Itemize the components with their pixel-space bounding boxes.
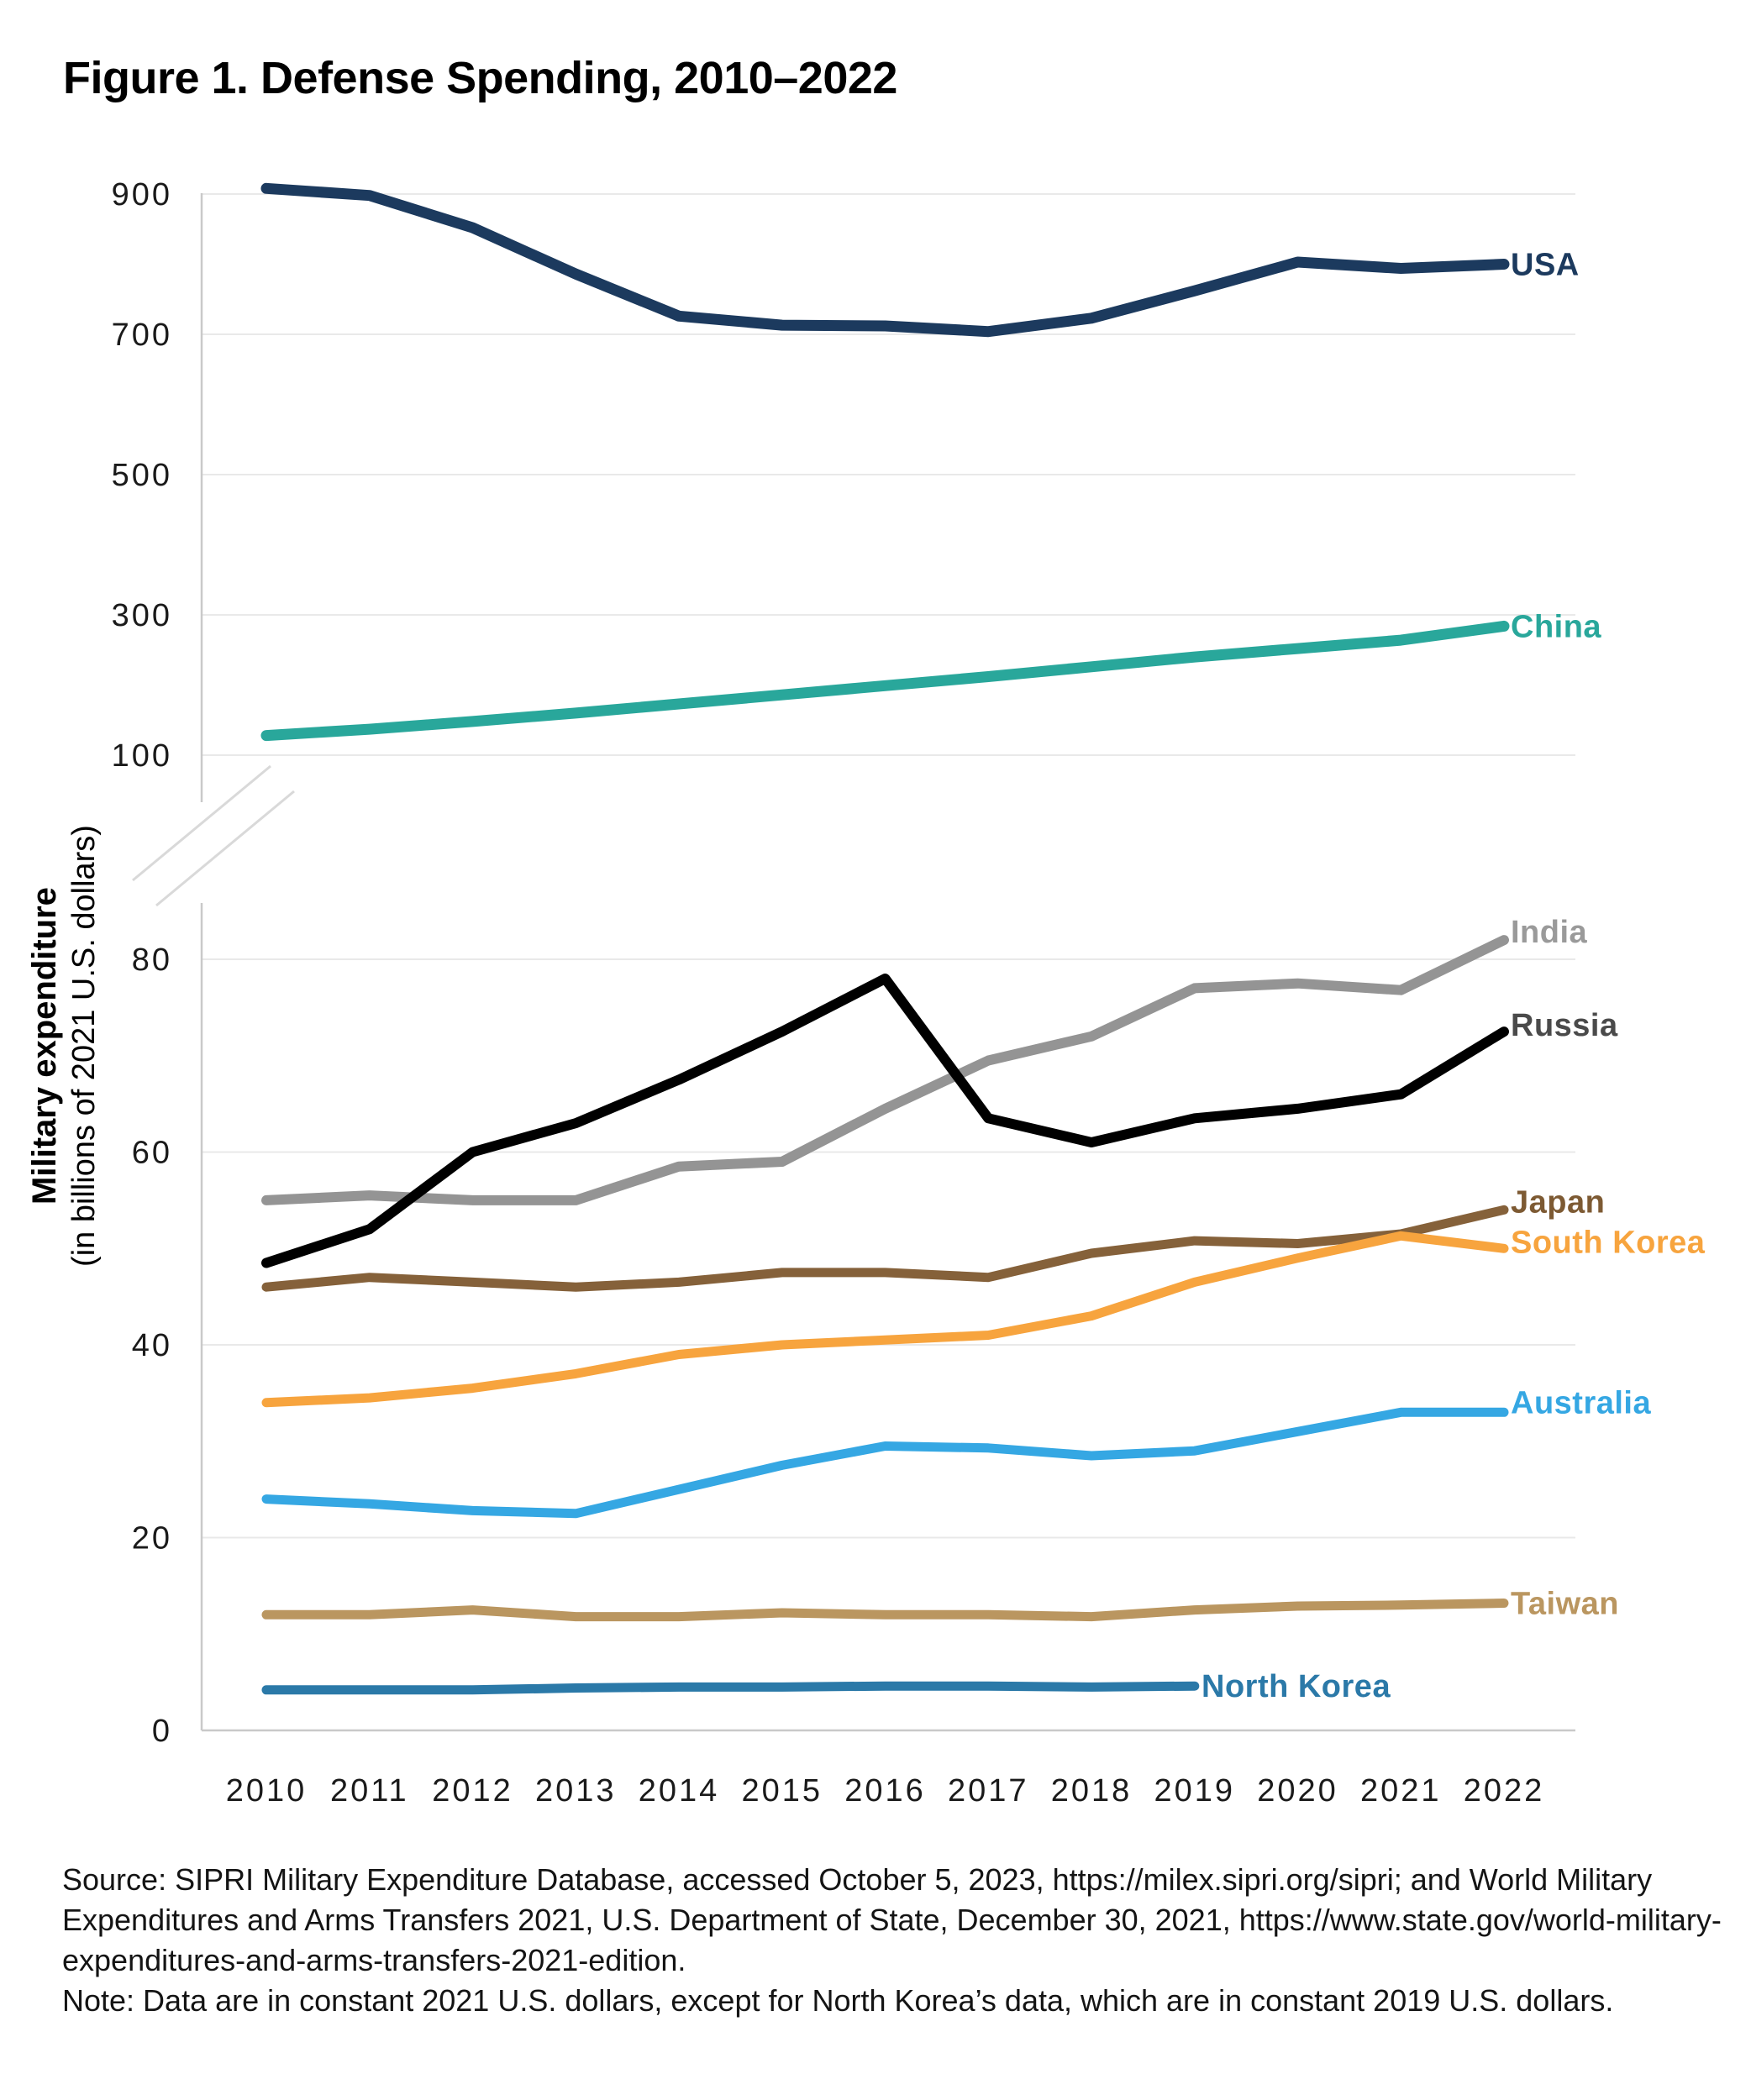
label-australia: Australia — [1511, 1385, 1652, 1421]
line-south-korea — [266, 1236, 1504, 1403]
x-tick-2015: 2015 — [741, 1773, 823, 1809]
y-tick-700: 700 — [111, 318, 172, 353]
label-taiwan: Taiwan — [1511, 1586, 1619, 1622]
x-tick-2011: 2011 — [329, 1773, 409, 1809]
label-north-korea: North Korea — [1202, 1669, 1391, 1705]
y-tick-60: 60 — [131, 1135, 172, 1171]
label-russia: Russia — [1511, 1008, 1618, 1044]
x-tick-2017: 2017 — [948, 1773, 1029, 1809]
y-tick-100: 100 — [111, 738, 172, 774]
x-tick-2010: 2010 — [225, 1773, 308, 1809]
y-tick-20: 20 — [131, 1520, 172, 1557]
line-north-korea — [266, 1686, 1195, 1690]
line-usa — [266, 188, 1504, 331]
label-india: India — [1511, 915, 1588, 951]
source-line: Source: SIPRI Military Expenditure Database, accessed October 5, 2023, https://milex.sipri.org/sipri; and World Military — [62, 1862, 1653, 1897]
y-tick-500: 500 — [111, 458, 172, 493]
line-australia — [266, 1412, 1504, 1514]
line-taiwan — [266, 1604, 1504, 1617]
x-tick-2014: 2014 — [638, 1773, 720, 1809]
label-japan: Japan — [1511, 1184, 1606, 1221]
x-axis-layer — [226, 1773, 1545, 1809]
axis-break-slash-2 — [156, 791, 294, 906]
y-tick-300: 300 — [111, 598, 172, 633]
x-tick-2021: 2021 — [1360, 1773, 1442, 1809]
label-usa: USA — [1511, 247, 1580, 283]
grid-layer — [112, 177, 1575, 1749]
x-tick-2012: 2012 — [432, 1773, 513, 1809]
x-tick-2022: 2022 — [1463, 1773, 1545, 1809]
label-south-korea: South Korea — [1511, 1225, 1706, 1261]
line-china — [266, 626, 1504, 735]
y-tick-80: 80 — [131, 942, 172, 978]
source-line: Expenditures and Arms Transfers 2021, U.S. Department of State, December 30, 2021, https://www.state.gov/world-military- — [62, 1903, 1722, 1937]
y-tick-900: 900 — [111, 177, 172, 213]
series-label-layer — [1202, 248, 1706, 1705]
y-tick-40: 40 — [131, 1328, 172, 1363]
series-layer — [266, 188, 1504, 1690]
x-tick-2018: 2018 — [1050, 1773, 1133, 1809]
x-tick-2016: 2016 — [844, 1773, 926, 1809]
source-line: expenditures-and-arms-transfers-2021-edition. — [62, 1943, 686, 1977]
source-note-block — [62, 1860, 1722, 2021]
x-tick-2013: 2013 — [535, 1773, 617, 1809]
y-axis-subtitle: (in billions of 2021 U.S. dollars) — [66, 825, 102, 1267]
line-russia — [266, 979, 1504, 1263]
x-tick-2019: 2019 — [1154, 1773, 1236, 1809]
label-china: China — [1511, 609, 1602, 645]
line-japan — [266, 1210, 1504, 1287]
x-tick-2020: 2020 — [1257, 1773, 1338, 1809]
y-tick-0: 0 — [151, 1714, 172, 1749]
note-line: Note: Data are in constant 2021 U.S. dollars, except for North Korea’s data, which are in constant 2019 U.S. dollars. — [62, 1983, 1614, 2018]
y-axis-title: Military expenditure — [26, 887, 63, 1205]
figure-title: Figure 1. Defense Spending, 2010–2022 — [63, 53, 897, 103]
